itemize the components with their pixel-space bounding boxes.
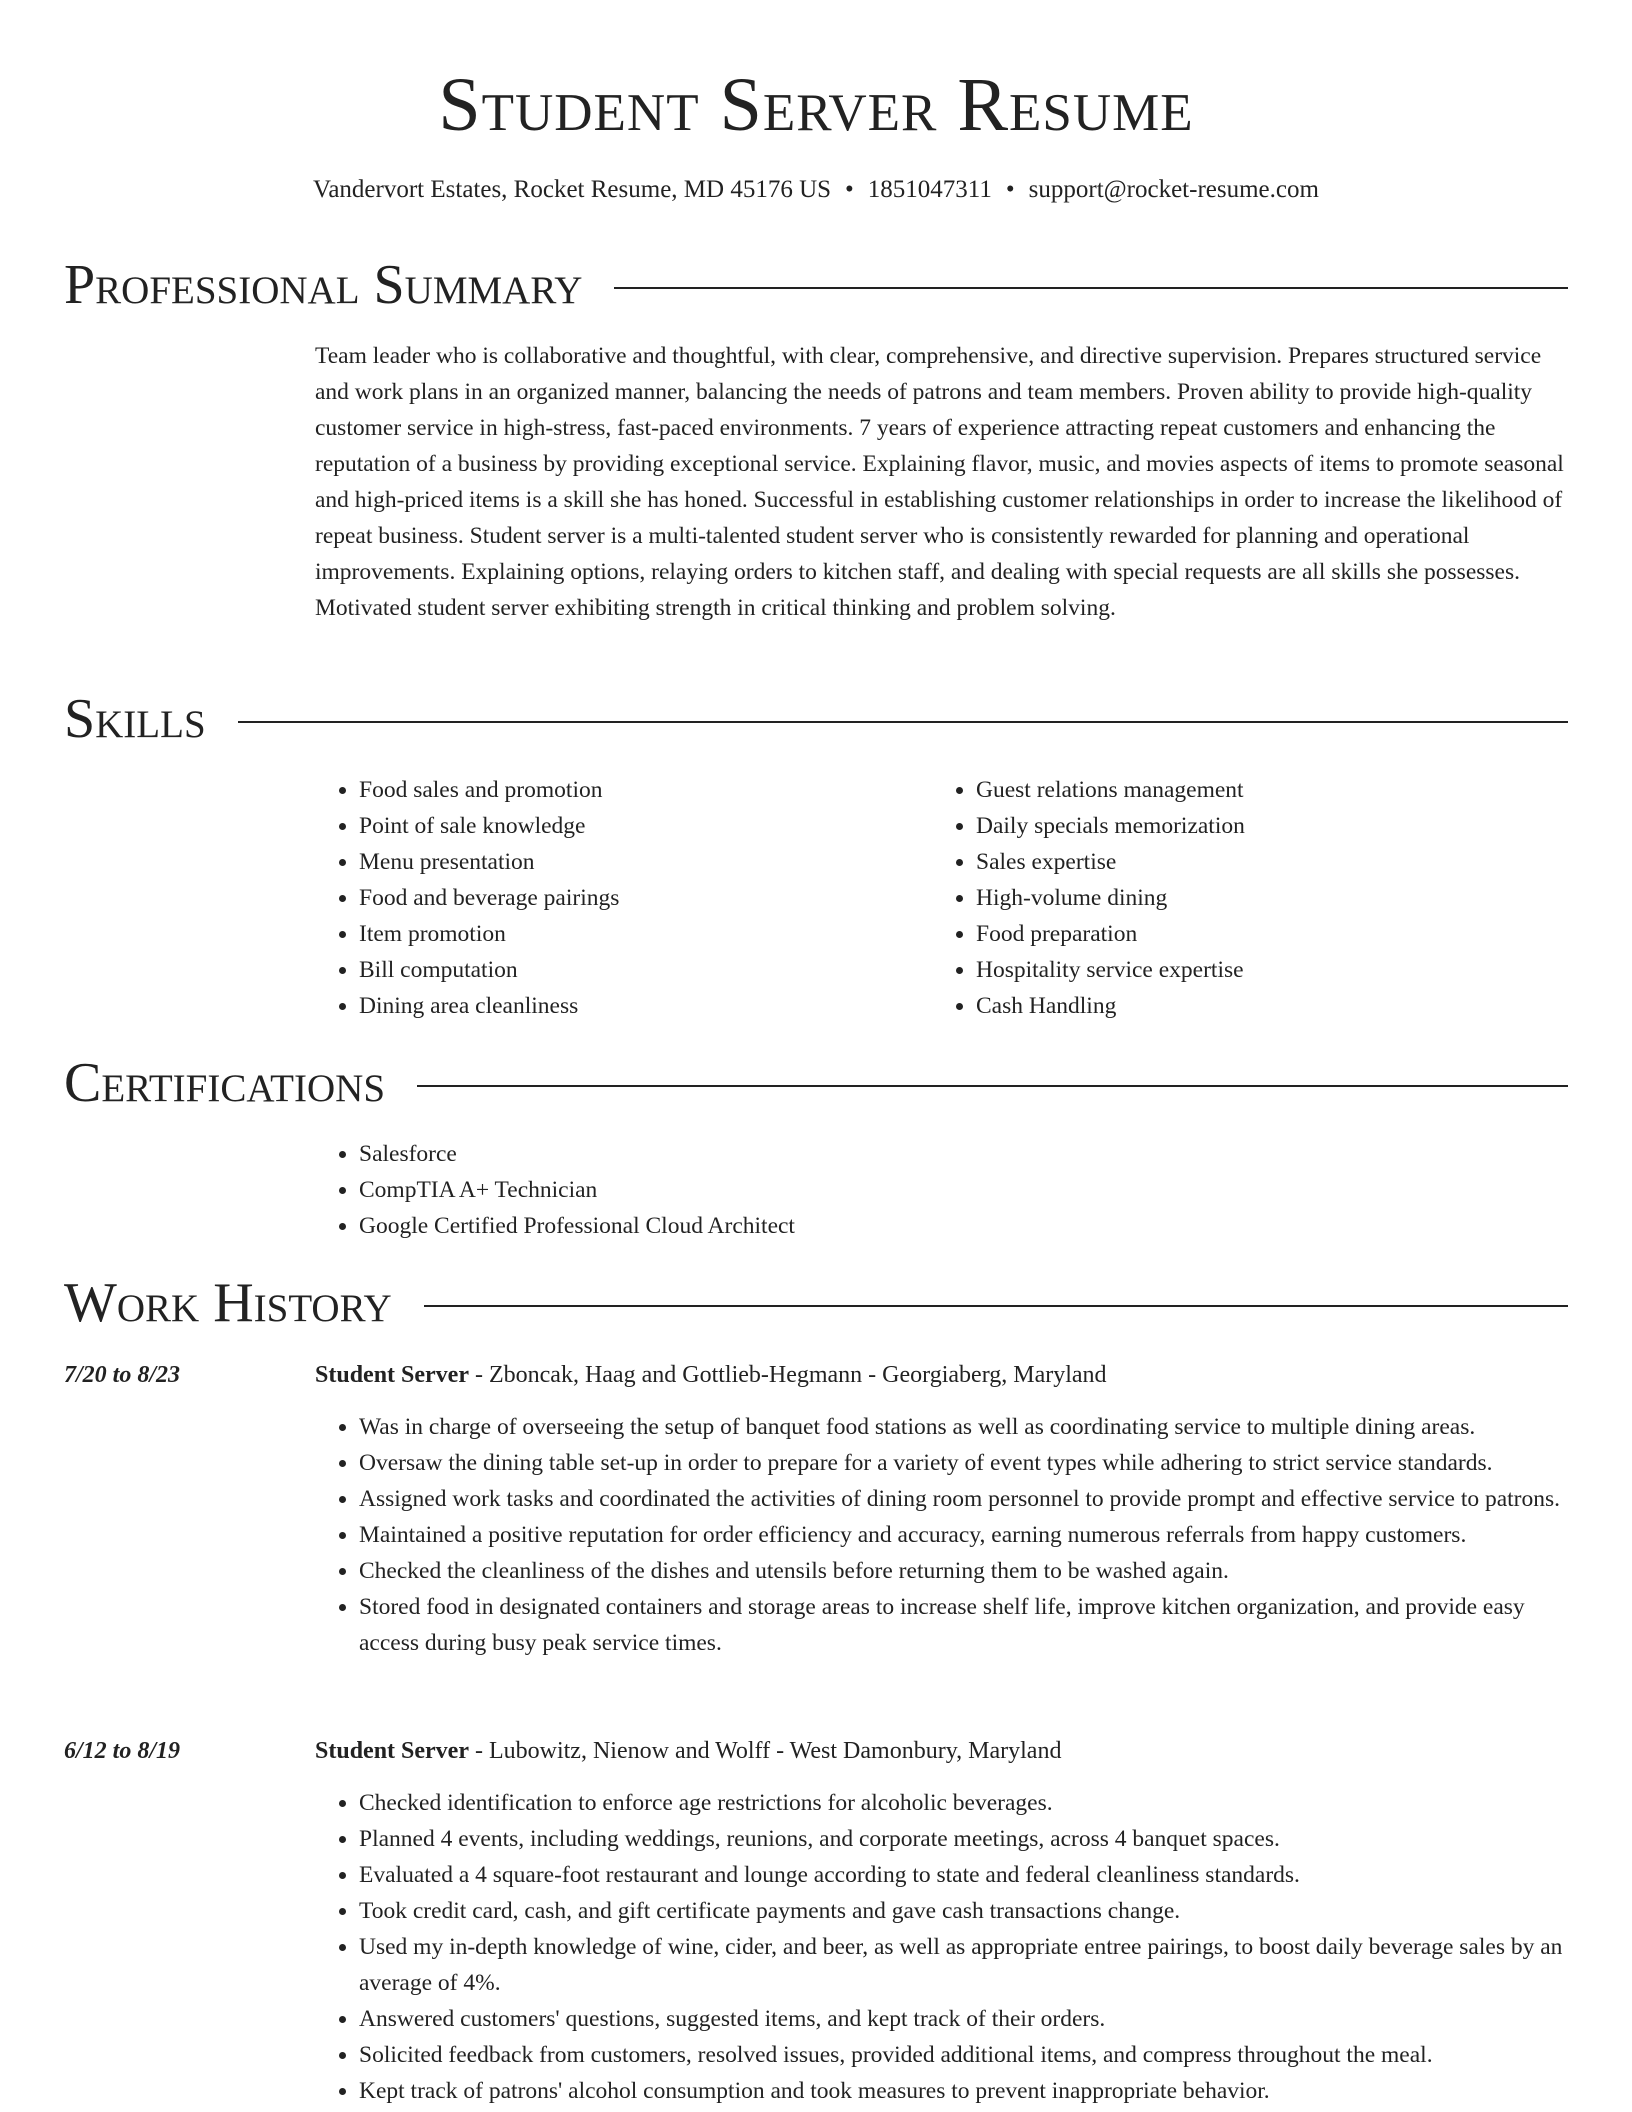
summary-heading: Professional Summary <box>64 254 583 316</box>
job-duty-item: • Answered customers' questions, suggested items, and kept track of their orders. <box>359 2001 1575 2037</box>
job-duty-item: • Planned 4 events, including weddings, reunions, and corporate meetings, across 4 banquet spaces. <box>359 1821 1575 1857</box>
job-dates: 7/20 to 8/23 <box>64 1362 181 1388</box>
job-role: Student Server <box>315 1738 469 1764</box>
contact-separator: • <box>845 176 854 203</box>
resume-title: Student Server Resume <box>438 63 1194 147</box>
job-employer: - Lubowitz, Nienow and Wolff - West Damonbury, Maryland <box>468 1738 1062 1764</box>
section-divider <box>238 721 1568 723</box>
skill-item: • Dining area cleanliness <box>359 988 619 1024</box>
skill-item: • Cash Handling <box>976 988 1245 1024</box>
skill-item: • Bill computation <box>359 952 619 988</box>
job-role: Student Server <box>315 1362 469 1388</box>
skill-item: • Food preparation <box>976 916 1245 952</box>
job-dates: 6/12 to 8/19 <box>64 1738 181 1764</box>
skill-item: • Daily specials memorization <box>976 808 1245 844</box>
section-divider <box>424 1305 1568 1307</box>
job-duty-item: • Stored food in designated containers and storage areas to increase shelf life, improve kitchen organization, and provide easy access during busy peak service times. <box>359 1589 1575 1661</box>
skills-section-header <box>64 684 1568 754</box>
certification-item: • CompTIA A+ Technician <box>359 1172 795 1208</box>
contact-phone: 1851047311 <box>867 176 992 203</box>
summary-text: Team leader who is collaborative and thoughtful, with clear, comprehensive, and directive supervision. Prepares structured service and work plans in an organized manner, balancing the needs of patrons and team members. Proven ability to provide high-quality customer service in high-stress, fast-paced environments. 7 years of experience attracting repeat customers and enhancing the reputation of a business by providing exceptional service. Explaining flavor, music, and movies aspects of items to promote seasonal and high-priced items is a skill she has honed. Successful in establishing customer relationships in order to increase the likelihood of repeat business. Student server is a multi-talented student server who is consistently rewarded for planning and operational improvements. Explaining options, relaying orders to kitchen staff, and dealing with special requests are all skills she possesses. Motivated student server exhibiting strength in critical thinking and problem solving. <box>315 343 1564 621</box>
job-employer: - Zboncak, Haag and Gottlieb-Hegmann - Georgiaberg, Maryland <box>468 1362 1107 1388</box>
job-duty-item: • Used my in-depth knowledge of wine, cider, and beer, as well as appropriate entree pairings, to boost daily beverage sales by an average of 4%. <box>359 1929 1575 2001</box>
job-duty-item: • Checked identification to enforce age restrictions for alcoholic beverages. <box>359 1785 1575 1821</box>
job-duty-item: • Assigned work tasks and coordinated the activities of dining room personnel to provide prompt and effective service to patrons. <box>359 1481 1575 1517</box>
job-duty-item: • Took credit card, cash, and gift certificate payments and gave cash transactions change. <box>359 1893 1575 1929</box>
job-duties <box>315 1409 1575 1661</box>
summary-section-header <box>64 250 1568 320</box>
work-history-heading: Work History <box>64 1272 392 1334</box>
certification-item: • Google Certified Professional Cloud Architect <box>359 1208 795 1244</box>
job-duty-item: • Was in charge of overseeing the setup of banquet food stations as well as coordinating service to multiple dining areas. <box>359 1409 1575 1445</box>
skill-item: • Food and beverage pairings <box>359 880 619 916</box>
job-heading <box>315 1733 1061 1769</box>
skill-item: • High-volume dining <box>976 880 1245 916</box>
work-history-section-header <box>64 1268 1568 1338</box>
skill-item: • Menu presentation <box>359 844 619 880</box>
section-divider <box>614 287 1568 289</box>
contact-line <box>0 172 1632 208</box>
skill-item: • Food sales and promotion <box>359 772 619 808</box>
skills-left-column <box>315 772 619 1024</box>
contact-address: Vandervort Estates, Rocket Resume, MD 45176 US <box>313 176 832 203</box>
job-duty-item: • Oversaw the dining table set-up in order to prepare for a variety of event types while adhering to strict service standards. <box>359 1445 1575 1481</box>
job-duty-item: • Kept track of patrons' alcohol consumption and took measures to prevent inappropriate behavior. <box>359 2073 1575 2109</box>
skills-heading: Skills <box>64 688 206 750</box>
certification-item: • Salesforce <box>359 1136 795 1172</box>
job-heading <box>315 1357 1107 1393</box>
skill-item: • Guest relations management <box>976 772 1245 808</box>
job-duty-item: • Maintained a positive reputation for order efficiency and accuracy, earning numerous referrals from happy customers. <box>359 1517 1575 1553</box>
job-duty-item: • Evaluated a 4 square-foot restaurant and lounge according to state and federal cleanliness standards. <box>359 1857 1575 1893</box>
certifications-list <box>315 1136 795 1244</box>
job-duty-item: • Checked the cleanliness of the dishes and utensils before returning them to be washed again. <box>359 1553 1575 1589</box>
skill-item: • Point of sale knowledge <box>359 808 619 844</box>
skill-item: • Item promotion <box>359 916 619 952</box>
section-divider <box>417 1085 1568 1087</box>
contact-separator: • <box>1005 176 1015 203</box>
skill-item: • Sales expertise <box>976 844 1245 880</box>
job-duty-item: • Solicited feedback from customers, resolved issues, provided additional items, and compress throughout the meal. <box>359 2037 1575 2073</box>
certifications-heading: Certifications <box>64 1052 386 1114</box>
certifications-section-header <box>64 1048 1568 1118</box>
skills-right-column <box>932 772 1245 1024</box>
skill-item: • Hospitality service expertise <box>976 952 1245 988</box>
job-duties <box>315 1785 1575 2109</box>
contact-email: support@rocket-resume.com <box>1028 176 1319 203</box>
